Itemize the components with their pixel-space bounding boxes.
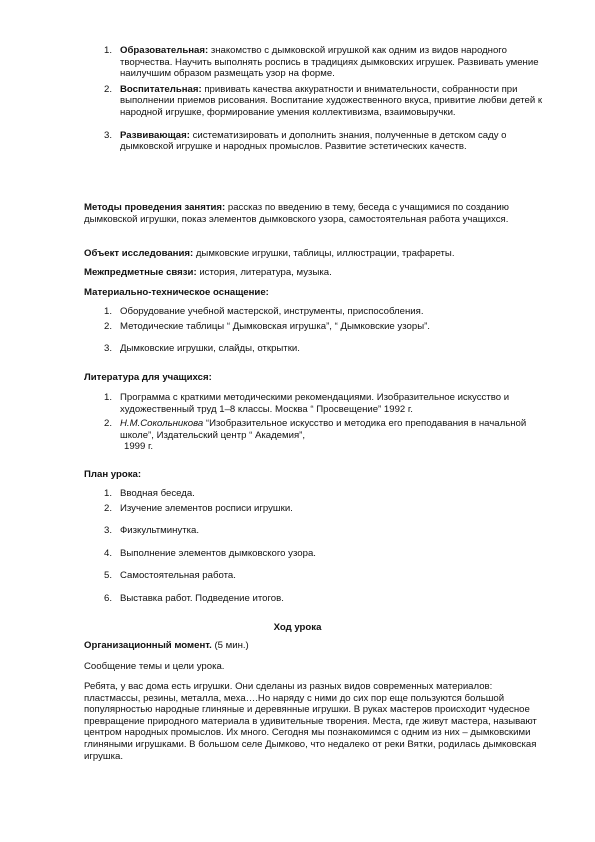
- interdisciplinary-paragraph: [84, 267, 544, 279]
- plan-item: [84, 503, 544, 515]
- equipment-heading-text: Материально-техническое оснащение:: [84, 287, 269, 298]
- methods-text: рассказ по введению в тему, беседа с учащимися по созданию дымковской игрушки, показ элементов дымковского узора, самостоятельная работа учащихся.: [84, 202, 509, 225]
- plan-item-text: Изучение элементов росписи игрушки.: [120, 502, 293, 514]
- goal-text: знакомство с дымковской игрушкой как одним из видов народного творчества. Научить выполнять роспись в традициях дымковских игрушек. Развивать умение наилучшим образом размещать узор на форме.: [120, 45, 539, 80]
- plan-heading-text: План урока:: [84, 469, 142, 480]
- list-number: 6.: [104, 592, 113, 604]
- plan-list: [84, 488, 544, 605]
- story-paragraph: Ребята, у вас дома есть игрушки. Они сделаны из разных видов современных материалов: пластмассы, резины, металла, меха….Но наряду с ними до сих пор еще пользуются большой популярностью народные глиняные и деревянные игрушки. В руках мастеров происходит чудесное превращение природного материала в удивительные творения. Места, где живут мастера, называют центром народных промыслов. Их много. Сегодня мы познакомимся с одним из них – дымковскими глиняными игрушками. В большом селе Дымково, что недалеко от реки Вятки, родилась дымковская игрушка.: [84, 681, 537, 762]
- org-moment-label: Организационный момент.: [84, 640, 212, 651]
- literature-heading: [84, 372, 544, 384]
- list-number: 2.: [104, 418, 113, 430]
- list-number: 3.: [104, 129, 113, 141]
- goal-text: систематизировать и дополнить знания, полученные в детском саду о дымковской игрушке и народных промыслов. Развитие эстетических качеств.: [120, 129, 507, 153]
- equipment-item: [84, 321, 544, 333]
- list-number: 3.: [104, 343, 113, 355]
- literature-heading-text: Литература для учащихся:: [84, 372, 212, 383]
- list-number: 1.: [104, 392, 113, 403]
- methods-label: Методы проведения занятия:: [84, 202, 226, 213]
- list-number: 2.: [104, 320, 113, 332]
- object-text: дымковские игрушки, таблицы, иллюстрации, трафареты.: [193, 248, 455, 259]
- equipment-list: [84, 306, 544, 355]
- org-moment-time: (5 мин.): [211, 640, 249, 651]
- goal-item-upbringing: [84, 84, 544, 119]
- list-number: 2.: [104, 502, 113, 514]
- links-label: Межпредметные связи:: [84, 267, 197, 278]
- list-number: 4.: [104, 547, 113, 559]
- equipment-item: [84, 343, 544, 355]
- list-number: 1.: [104, 306, 113, 317]
- equipment-heading: [84, 287, 544, 299]
- literature-list: [84, 392, 544, 453]
- goal-item-educational: [84, 45, 544, 80]
- list-number: 2.: [104, 83, 113, 95]
- equipment-item-text: Оборудование учебной мастерской, инструменты, приспособления.: [120, 306, 424, 317]
- literature-item-text: Программа с краткими методическими рекомендациями. Изобразительное искусство и художественный труд 1–8 классы. Москва “ Просвещение” 1992 г.: [120, 392, 510, 415]
- org-moment-paragraph: [84, 640, 544, 652]
- object-paragraph: [84, 248, 544, 260]
- equipment-item-text: Методические таблицы “ Дымковская игрушка”, “ Дымковские узоры”.: [120, 320, 430, 332]
- equipment-item: [84, 306, 544, 318]
- plan-item-text: Выставка работ. Подведение итогов.: [120, 592, 284, 604]
- plan-item: [84, 570, 544, 582]
- literature-year: 1999 г.: [124, 441, 154, 453]
- plan-item-text: Самостоятельная работа.: [120, 570, 236, 582]
- literature-item: [84, 418, 544, 453]
- plan-heading: [84, 469, 544, 481]
- goal-label: Развивающая:: [120, 129, 190, 141]
- list-number: 1.: [104, 488, 113, 499]
- plan-item: [84, 548, 544, 560]
- literature-item-text: “Изобразительное искусство и методика его преподавания в начальной школе”, Издательский центр “ Академия”,: [120, 418, 527, 441]
- list-number: 3.: [104, 525, 113, 537]
- list-number: 1.: [104, 45, 113, 56]
- methods-paragraph: [84, 202, 544, 225]
- links-text: история, литература, музыка.: [196, 267, 332, 278]
- literature-item: [84, 392, 544, 415]
- goal-item-developing: [84, 130, 544, 153]
- plan-item-text: Выполнение элементов дымковского узора.: [120, 547, 316, 559]
- plan-item-text: Физкультминутка.: [120, 525, 200, 537]
- plan-item-text: Вводная беседа.: [120, 488, 195, 499]
- goal-label: Образовательная:: [120, 45, 209, 56]
- plan-item: [84, 488, 544, 500]
- goal-text: прививать качества аккуратности и внимательности, собранности при выполнении приемов рисования. Воспитание художественного вкуса, привитие любви детей к народной игрушке, формирование умения коллективизма, взаимовыручки.: [120, 83, 543, 118]
- object-label: Объект исследования:: [84, 248, 194, 259]
- topic-paragraph: Сообщение темы и цели урока.: [84, 661, 225, 672]
- plan-item: [84, 593, 544, 605]
- literature-author: Н.М.Сокольникова: [120, 418, 204, 430]
- equipment-item-text: Дымковские игрушки, слайды, открытки.: [120, 343, 300, 355]
- goal-label: Воспитательная:: [120, 83, 202, 95]
- goals-list: [84, 45, 544, 153]
- lesson-heading: Ход урока: [273, 622, 322, 633]
- plan-item: [84, 525, 544, 537]
- list-number: 5.: [104, 570, 113, 582]
